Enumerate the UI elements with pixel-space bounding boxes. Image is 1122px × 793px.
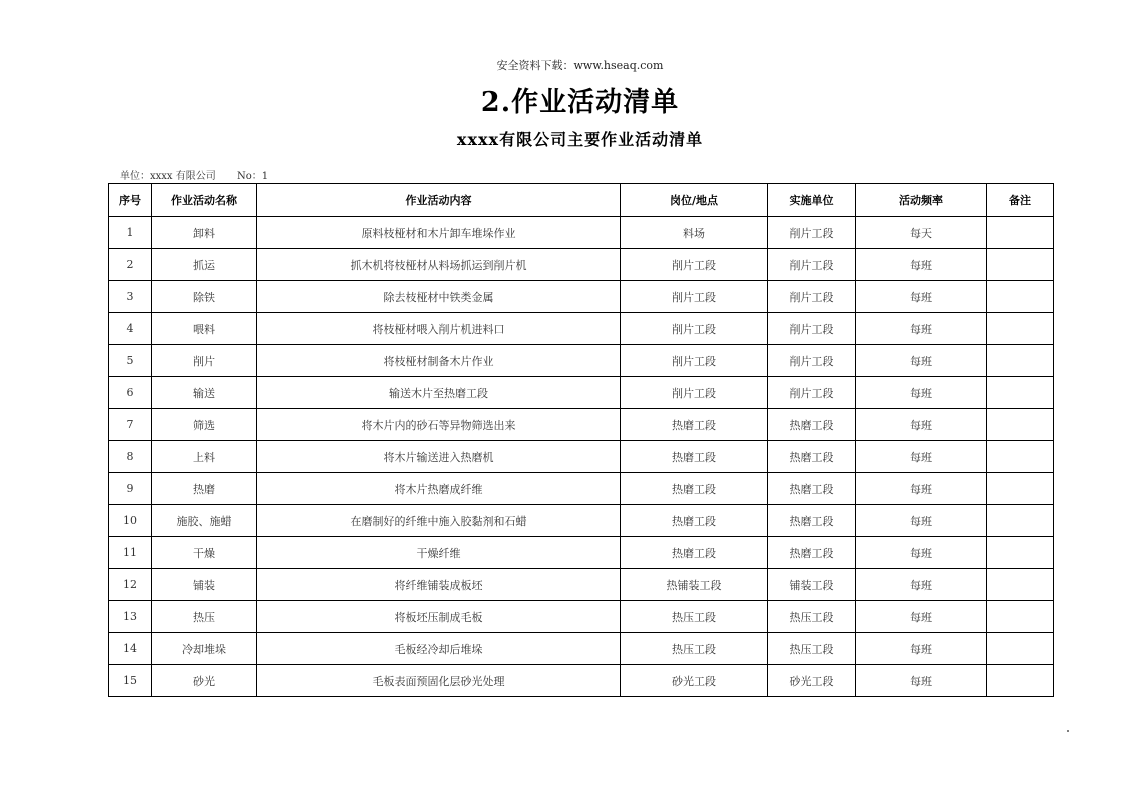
cell-frequency: 每班: [856, 345, 987, 377]
download-link-text: 安全资料下载：www.hseaq.com: [496, 59, 664, 72]
cell-index: 3: [109, 281, 152, 313]
col-header-post-location: 岗位/地点: [621, 184, 768, 217]
cell-post-location: 料场: [621, 217, 768, 249]
cell-activity-name: 铺装: [152, 569, 257, 601]
cell-index: 1: [109, 217, 152, 249]
cell-activity-name: 热磨: [152, 473, 257, 505]
cell-activity-name: 施胶、施蜡: [152, 505, 257, 537]
cell-frequency: 每班: [856, 665, 987, 697]
cell-frequency: 每班: [856, 441, 987, 473]
cell-activity-content: 毛板表面预固化层砂光处理: [257, 665, 621, 697]
cell-executing-unit: 削片工段: [768, 313, 856, 345]
page-mark: [1067, 730, 1069, 732]
cell-executing-unit: 铺装工段: [768, 569, 856, 601]
cell-index: 8: [109, 441, 152, 473]
cell-post-location: 热铺装工段: [621, 569, 768, 601]
cell-index: 6: [109, 377, 152, 409]
cell-remarks: [987, 377, 1054, 409]
cell-remarks: [987, 569, 1054, 601]
cell-frequency: 每班: [856, 505, 987, 537]
cell-post-location: 削片工段: [621, 377, 768, 409]
cell-index: 13: [109, 601, 152, 633]
cell-post-location: 削片工段: [621, 313, 768, 345]
cell-activity-content: 将板坯压制成毛板: [257, 601, 621, 633]
cell-activity-content: 抓木机将枝桠材从料场抓运到削片机: [257, 249, 621, 281]
page-subtitle: xxxx有限公司主要作业活动清单: [456, 130, 704, 149]
activity-table: [108, 183, 1054, 697]
cell-activity-content: 干燥纤维: [257, 537, 621, 569]
col-header-remarks: 备注: [987, 184, 1054, 217]
table-header-row: [109, 184, 1054, 217]
cell-remarks: [987, 217, 1054, 249]
cell-post-location: 热磨工段: [621, 473, 768, 505]
cell-index: 14: [109, 633, 152, 665]
cell-executing-unit: 砂光工段: [768, 665, 856, 697]
table-row: [109, 473, 1054, 505]
cell-index: 4: [109, 313, 152, 345]
table-row: [109, 313, 1054, 345]
cell-activity-content: 原料枝桠材和木片卸车堆垛作业: [257, 217, 621, 249]
document-number: No：1: [236, 171, 269, 182]
cell-activity-name: 干燥: [152, 537, 257, 569]
cell-frequency: 每班: [856, 409, 987, 441]
cell-index: 12: [109, 569, 152, 601]
cell-activity-name: 砂光: [152, 665, 257, 697]
cell-post-location: 热磨工段: [621, 409, 768, 441]
col-header-index: 序号: [109, 184, 152, 217]
table-row: [109, 601, 1054, 633]
cell-activity-name: 输送: [152, 377, 257, 409]
unit-line: [120, 167, 268, 182]
cell-activity-content: 将木片输送进入热磨机: [257, 441, 621, 473]
col-header-activity-content: 作业活动内容: [257, 184, 621, 217]
cell-executing-unit: 削片工段: [768, 281, 856, 313]
cell-post-location: 热压工段: [621, 601, 768, 633]
cell-frequency: 每班: [856, 473, 987, 505]
table-row: [109, 441, 1054, 473]
cell-post-location: 热压工段: [621, 633, 768, 665]
cell-index: 10: [109, 505, 152, 537]
cell-activity-content: 将枝桠材制备木片作业: [257, 345, 621, 377]
col-header-activity-name: 作业活动名称: [152, 184, 257, 217]
table-row: [109, 377, 1054, 409]
cell-executing-unit: 热磨工段: [768, 473, 856, 505]
cell-index: 15: [109, 665, 152, 697]
cell-frequency: 每班: [856, 569, 987, 601]
cell-activity-content: 除去枝桠材中铁类金属: [257, 281, 621, 313]
cell-frequency: 每班: [856, 633, 987, 665]
cell-remarks: [987, 473, 1054, 505]
cell-activity-content: 毛板经冷却后堆垛: [257, 633, 621, 665]
cell-activity-name: 冷却堆垛: [152, 633, 257, 665]
cell-executing-unit: 热磨工段: [768, 505, 856, 537]
table-row: [109, 217, 1054, 249]
cell-executing-unit: 热磨工段: [768, 441, 856, 473]
cell-index: 11: [109, 537, 152, 569]
cell-remarks: [987, 537, 1054, 569]
cell-remarks: [987, 409, 1054, 441]
table-row: [109, 505, 1054, 537]
cell-index: 2: [109, 249, 152, 281]
cell-post-location: 削片工段: [621, 281, 768, 313]
cell-remarks: [987, 665, 1054, 697]
table-row: [109, 665, 1054, 697]
cell-post-location: 削片工段: [621, 345, 768, 377]
cell-activity-content: 将木片热磨成纤维: [257, 473, 621, 505]
cell-remarks: [987, 345, 1054, 377]
cell-executing-unit: 热压工段: [768, 601, 856, 633]
cell-activity-name: 卸料: [152, 217, 257, 249]
cell-remarks: [987, 633, 1054, 665]
cell-activity-name: 筛选: [152, 409, 257, 441]
cell-activity-name: 上料: [152, 441, 257, 473]
cell-executing-unit: 热磨工段: [768, 537, 856, 569]
cell-post-location: 砂光工段: [621, 665, 768, 697]
table-row: [109, 345, 1054, 377]
unit-label: 单位：xxxx 有限公司: [120, 171, 216, 182]
cell-activity-content: 将枝桠材喂入削片机进料口: [257, 313, 621, 345]
cell-activity-content: 将木片内的砂石等异物筛选出来: [257, 409, 621, 441]
table-row: [109, 537, 1054, 569]
cell-activity-content: 将纤维铺装成板坯: [257, 569, 621, 601]
col-header-frequency: 活动频率: [856, 184, 987, 217]
cell-frequency: 每班: [856, 249, 987, 281]
cell-activity-name: 抓运: [152, 249, 257, 281]
cell-frequency: 每班: [856, 537, 987, 569]
cell-executing-unit: 热压工段: [768, 633, 856, 665]
cell-remarks: [987, 505, 1054, 537]
cell-index: 9: [109, 473, 152, 505]
cell-activity-content: 输送木片至热磨工段: [257, 377, 621, 409]
table-row: [109, 633, 1054, 665]
page-title: 2.作业活动清单: [480, 87, 680, 118]
cell-post-location: 削片工段: [621, 249, 768, 281]
cell-remarks: [987, 441, 1054, 473]
cell-frequency: 每班: [856, 377, 987, 409]
table-row: [109, 569, 1054, 601]
table-body: [109, 217, 1054, 697]
cell-frequency: 每班: [856, 601, 987, 633]
cell-remarks: [987, 313, 1054, 345]
cell-activity-content: 在磨制好的纤维中施入胶黏剂和石蜡: [257, 505, 621, 537]
cell-frequency: 每班: [856, 313, 987, 345]
cell-activity-name: 削片: [152, 345, 257, 377]
table-row: [109, 249, 1054, 281]
cell-index: 7: [109, 409, 152, 441]
table-row: [109, 281, 1054, 313]
cell-frequency: 每天: [856, 217, 987, 249]
cell-post-location: 热磨工段: [621, 441, 768, 473]
cell-executing-unit: 削片工段: [768, 249, 856, 281]
col-header-executing-unit: 实施单位: [768, 184, 856, 217]
cell-index: 5: [109, 345, 152, 377]
cell-activity-name: 喂料: [152, 313, 257, 345]
table-row: [109, 409, 1054, 441]
cell-activity-name: 除铁: [152, 281, 257, 313]
cell-post-location: 热磨工段: [621, 505, 768, 537]
cell-executing-unit: 热磨工段: [768, 409, 856, 441]
cell-remarks: [987, 601, 1054, 633]
cell-executing-unit: 削片工段: [768, 217, 856, 249]
cell-frequency: 每班: [856, 281, 987, 313]
cell-executing-unit: 削片工段: [768, 377, 856, 409]
cell-activity-name: 热压: [152, 601, 257, 633]
cell-remarks: [987, 281, 1054, 313]
cell-executing-unit: 削片工段: [768, 345, 856, 377]
cell-remarks: [987, 249, 1054, 281]
cell-post-location: 热磨工段: [621, 537, 768, 569]
